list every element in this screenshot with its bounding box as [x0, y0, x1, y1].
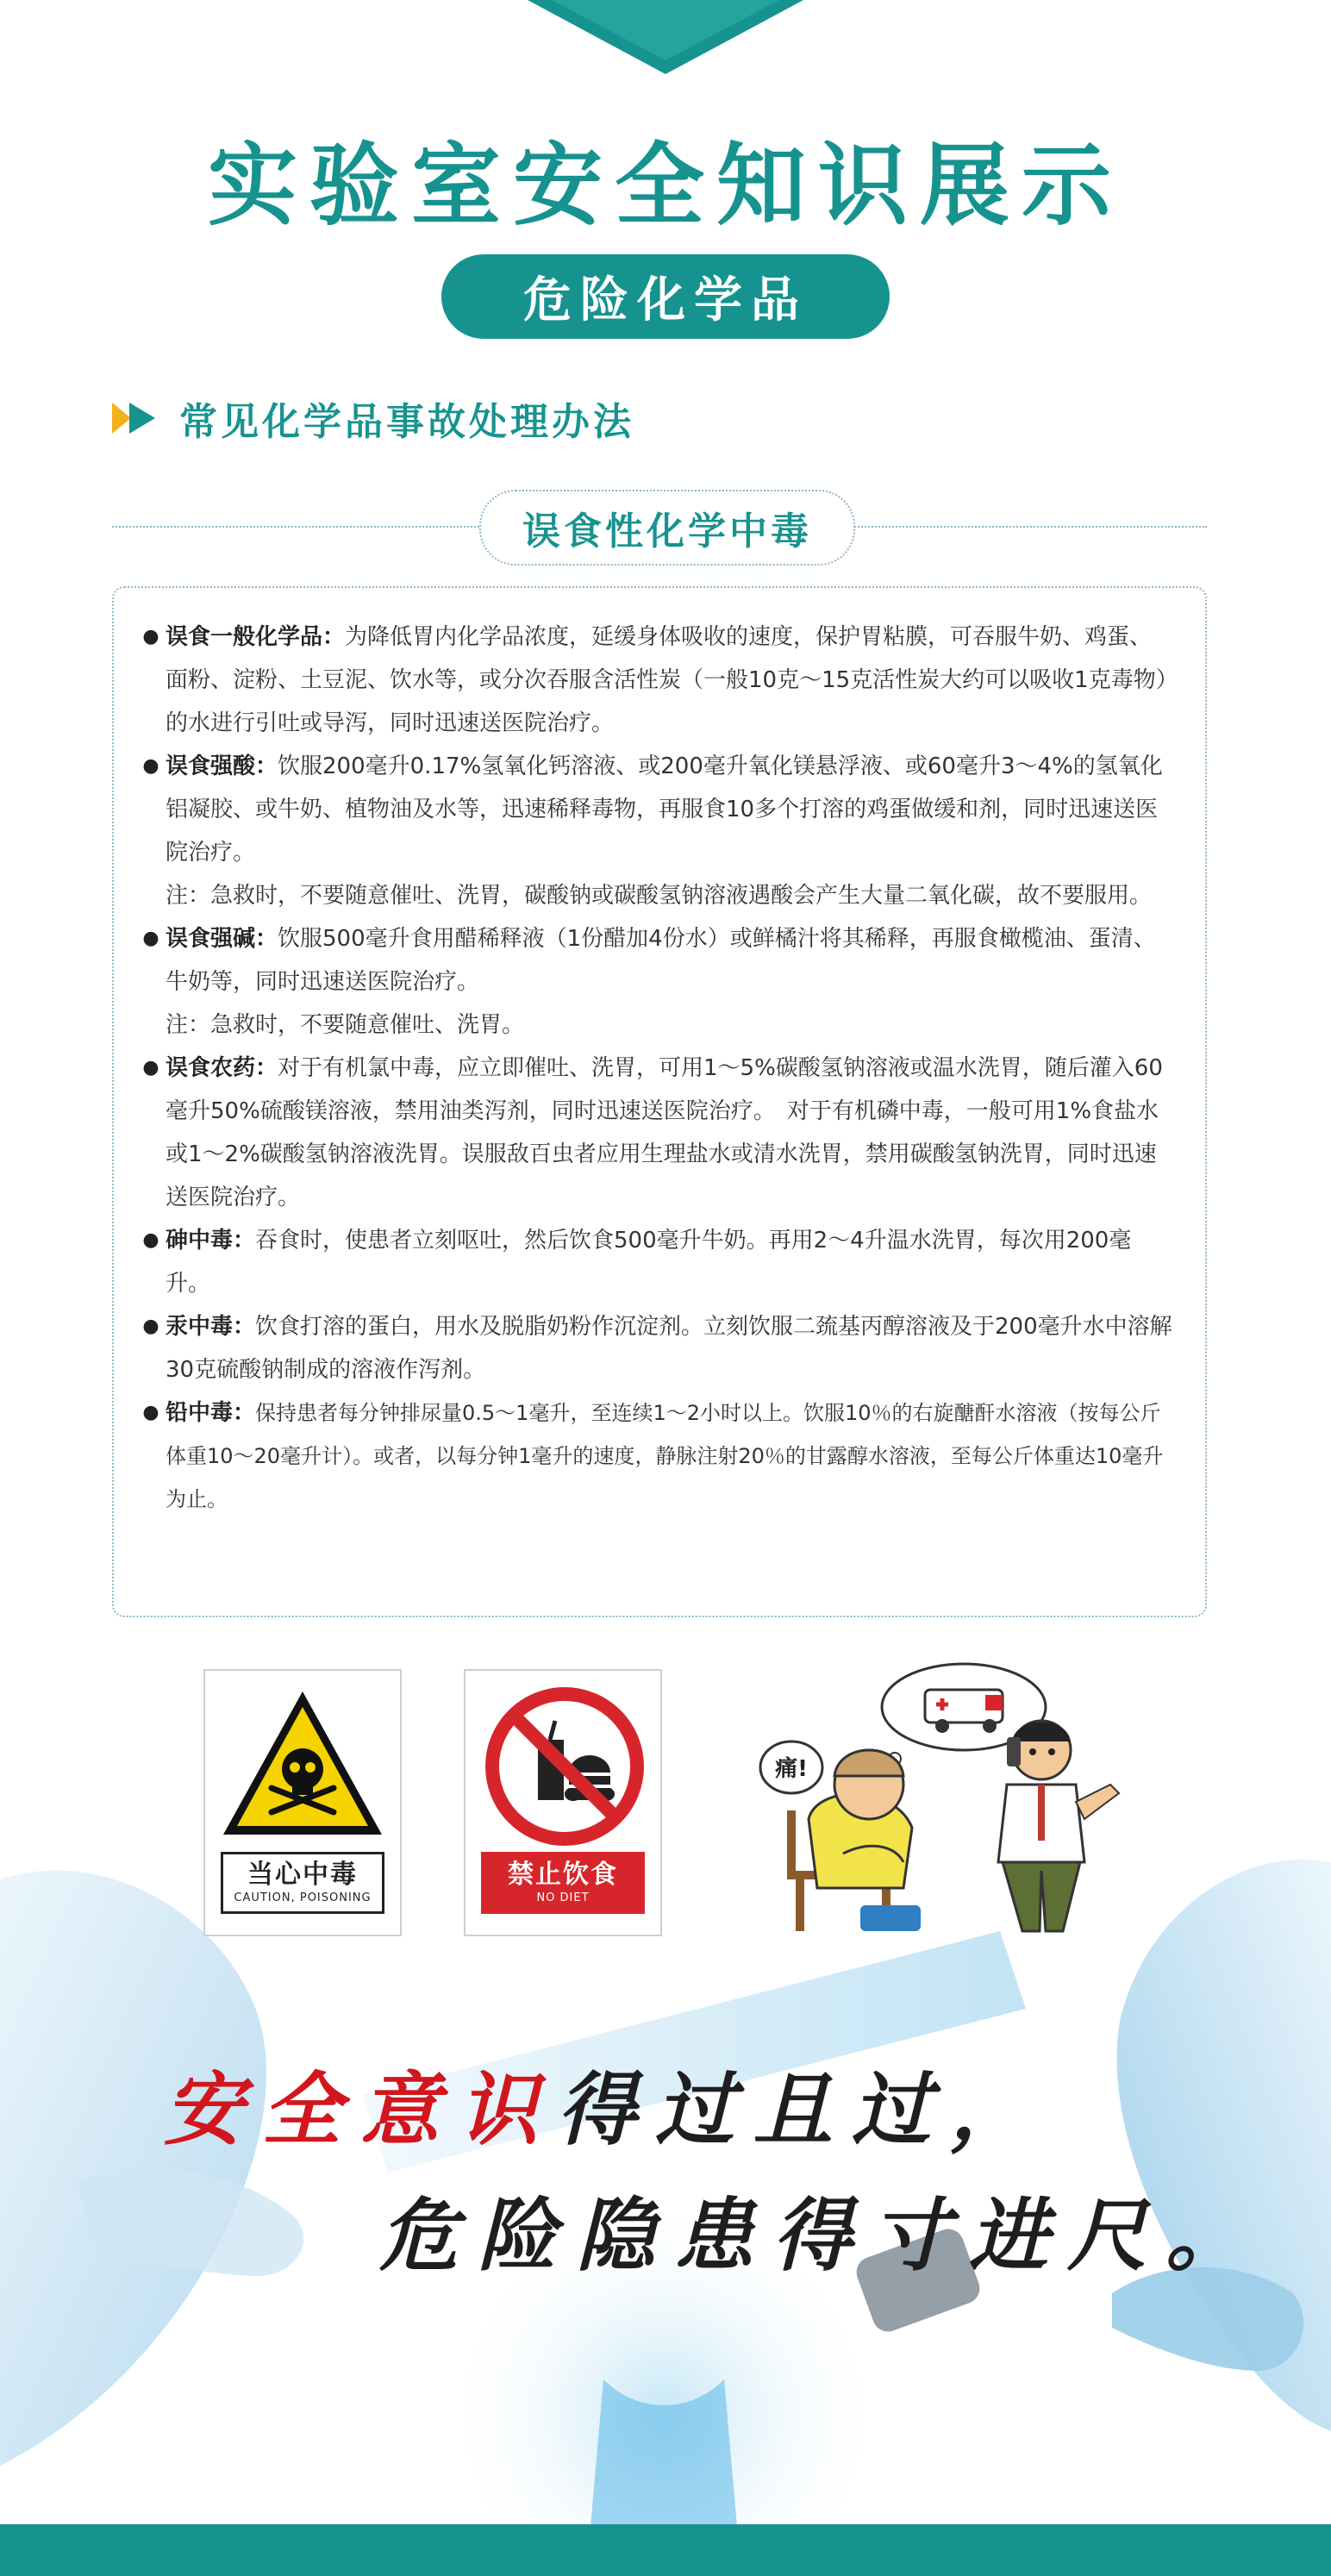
- no-food-icon: [483, 1686, 647, 1847]
- poison-sign-title: 当心中毒: [247, 1860, 358, 1890]
- item-text: 对于有机氯中毒，应立即催吐、洗胃，可用1～5%碳酸氢钠溶液或温水洗胃，随后灌入60毫升50%硫酸镁溶液，禁用油类泻剂，同时迅速送医院治疗。 对于有机磷中毒，一般可用1%食盐水或1～2%碳酸氢钠溶液洗胃。误服敌百虫者应用生理盐水或清水洗胃，禁用碳酸氢钠洗胃，同时迅速送医院治疗。: [166, 1055, 1163, 1210]
- slogan-line-1: [164, 2062, 1048, 2157]
- list-item: [136, 1391, 1174, 1521]
- slogan-line-2: 危险隐患得寸进尺。: [379, 2189, 1265, 2282]
- list-item: [136, 1047, 1174, 1219]
- item-text: 吞食时，使患者立刻呕吐，然后饮食500毫升牛奶。再用2～4升温水洗胃，每次用200毫升。: [166, 1228, 1132, 1297]
- no-food-sign-subtitle: NO DIET: [536, 1891, 590, 1904]
- slogan-line-1-rest: 得过且过，: [557, 2063, 1049, 2156]
- bullet-icon: ●: [142, 755, 159, 777]
- item-text: 保持患者每分钟排尿量0.5～1毫升，至连续1～2小时以上。饮服10％的右旋醣酐水溶液（按每公斤体重10～20毫升计）。或者，以每分钟1毫升的速度，静脉注射20％的甘露醇水溶液，至每公斤体重达10毫升为止。: [166, 1401, 1164, 1511]
- category-pill: 危险化学品: [441, 254, 890, 339]
- cartoon-bubble-text: 痛!: [775, 1756, 808, 1782]
- item-label: 误食强碱：: [166, 926, 278, 952]
- divider-right: [852, 526, 1207, 528]
- skull-warning-icon: [218, 1686, 387, 1841]
- item-note: 注：急救时，不要随意催吐、洗胃，碳酸钠或碳酸氢钠溶液遇酸会产生大量二氧化碳，故不要服用。: [166, 883, 1153, 909]
- item-label: 误食农药：: [166, 1055, 278, 1081]
- poison-sign-label: [221, 1852, 384, 1914]
- content-box: [112, 586, 1207, 1617]
- no-food-sign-title: 禁止饮食: [508, 1860, 618, 1890]
- item-label: 铅中毒：: [166, 1400, 256, 1426]
- item-label: 误食一般化学品：: [166, 624, 346, 650]
- subsection-title: 误食性化学中毒: [479, 490, 855, 566]
- section-heading-text: 常见化学品事故处理办法: [179, 400, 634, 444]
- list-item: [136, 745, 1174, 874]
- top-notch-decoration: [0, 0, 1331, 86]
- no-food-sign-label: [481, 1852, 645, 1914]
- item-note: 注：急救时，不要随意催吐、洗胃。: [166, 1012, 525, 1038]
- item-text: 饮食打溶的蛋白，用水及脱脂奶粉作沉淀剂。立刻饮服二巯基丙醇溶液及于200毫升水中溶解30克硫酸钠制成的溶液作泻剂。: [166, 1314, 1172, 1383]
- page-title: 实验室安全知识展示: [207, 133, 1123, 238]
- list-item: [136, 1219, 1174, 1305]
- no-food-sign: [464, 1669, 662, 1936]
- list-item: [136, 917, 1174, 1004]
- item-label: 汞中毒：: [166, 1314, 256, 1340]
- divider-left: [112, 526, 479, 528]
- item-label: 砷中毒：: [166, 1228, 256, 1254]
- item-text: 饮服500毫升食用醋稀释液（1份醋加4份水）或鲜橘汁将其稀释，再服食橄榄油、蛋清、牛奶等，同时迅速送医院治疗。: [166, 926, 1156, 995]
- item-text: 饮服200毫升0.17%氢氧化钙溶液、或200毫升氧化镁悬浮液、或60毫升3～4%的氢氧化铝凝胶、或牛奶、植物油及水等，迅速稀释毒物，再服食10多个打溶的鸡蛋做缓和剂，同时迅速送医院治疗。: [166, 753, 1163, 866]
- poisoning-cartoon-illustration: [748, 1655, 1153, 1940]
- bullet-icon: ●: [142, 928, 159, 949]
- bullet-icon: ●: [142, 1057, 159, 1079]
- bullet-icon: ●: [142, 1316, 159, 1337]
- section-heading: [112, 388, 634, 448]
- bottom-bar: [0, 2524, 1331, 2576]
- bullet-icon: ●: [142, 1402, 159, 1423]
- bullet-icon: ●: [142, 1229, 159, 1251]
- slogan-highlight: 安全意识: [164, 2063, 558, 2156]
- bullet-icon: ●: [142, 626, 159, 647]
- list-item: [136, 1305, 1174, 1391]
- poison-warning-sign: [203, 1669, 402, 1936]
- item-text: 为降低胃内化学品浓度，延缓身体吸收的速度，保护胃粘膜，可吞服牛奶、鸡蛋、面粉、淀粉、土豆泥、饮水等，或分次吞服含活性炭（一般10克～15克活性炭大约可以吸收1克毒物）的水进行引吐或导泻，同时迅速送医院治疗。: [166, 624, 1167, 736]
- double-arrow-icon: [112, 399, 160, 437]
- poison-sign-subtitle: CAUTION, POISONING: [234, 1891, 372, 1904]
- item-label: 误食强酸：: [166, 753, 278, 779]
- list-item: [136, 616, 1174, 745]
